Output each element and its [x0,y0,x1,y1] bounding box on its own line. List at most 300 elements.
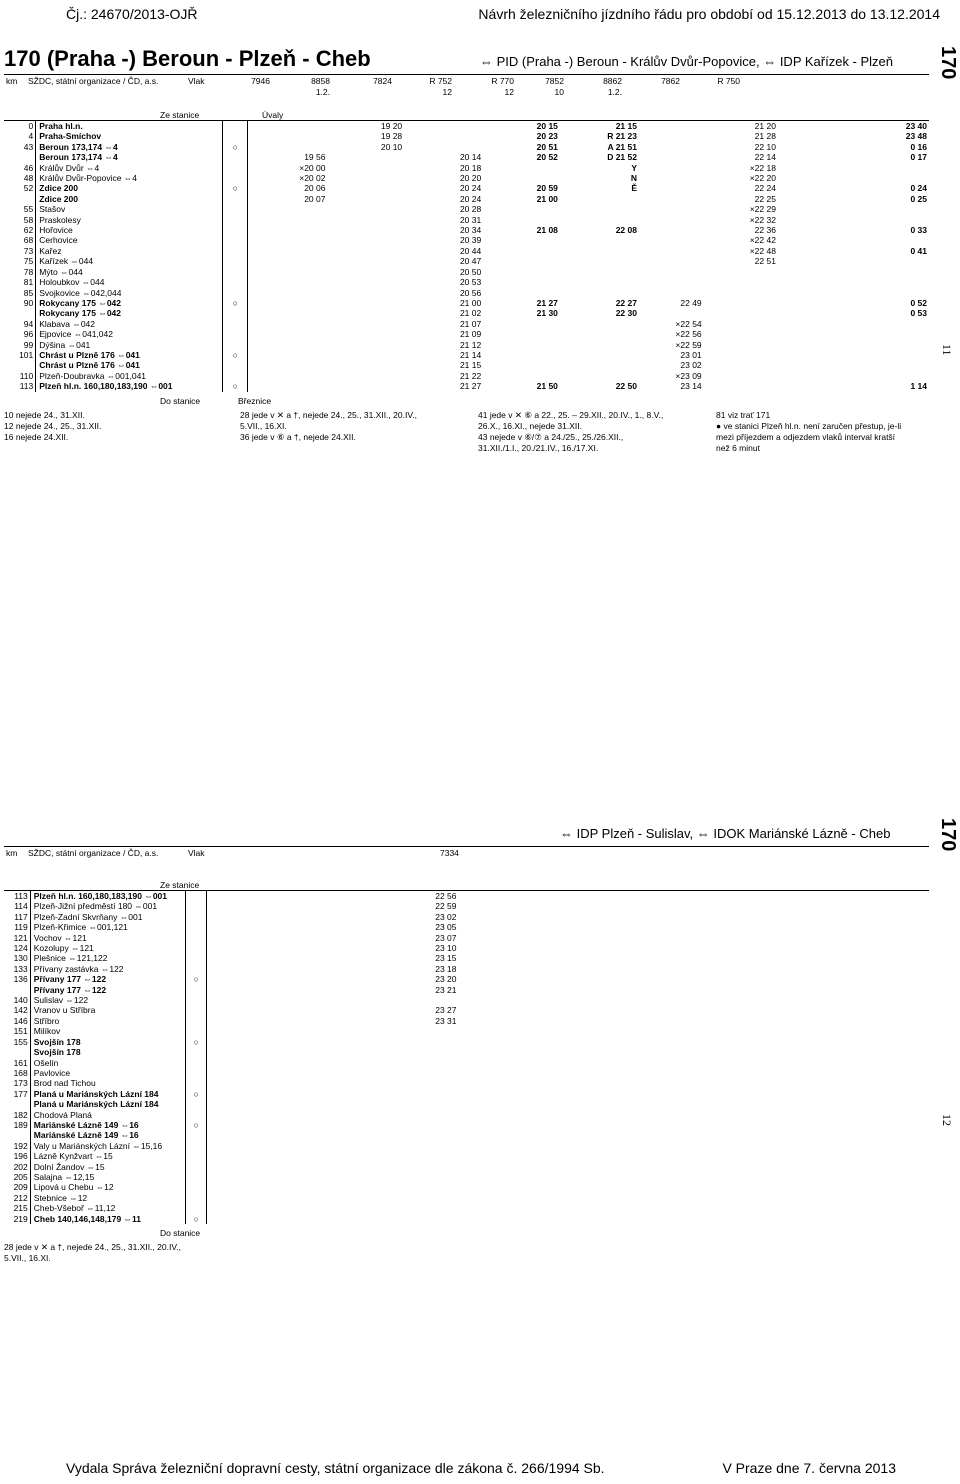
km-cell [4,360,36,370]
time-cell: 23 21 [435,984,457,995]
time-cell: 0 52 [910,297,927,308]
stop-flag [223,371,248,381]
time-cell [639,288,704,298]
table-row [4,142,929,152]
empty-cell [459,943,930,953]
time-cell: 0 17 [910,152,927,163]
stop-flag [223,152,248,162]
station-name: Chodová Planá [30,1110,186,1120]
time-cell [639,267,704,277]
stop-flag [186,1068,207,1078]
table-row [4,912,929,922]
time-cell [852,267,929,277]
time-cell [483,215,560,225]
time-cell [852,329,929,339]
km-cell: 142 [4,1005,30,1015]
section1-notes-col2 [240,410,417,443]
km-cell: 110 [4,371,36,381]
table-row [4,1130,929,1140]
stop-flag: ○ [223,350,248,360]
time-cell: 21 08 [536,225,558,236]
time-cell [704,267,778,277]
time-cell [852,371,929,381]
time-cell [778,142,852,152]
time-cell [639,194,704,204]
footnote: 12 nejede 24., 25., 31.XII. [4,421,102,431]
empty-cell [459,922,930,932]
station-name: Brod nad Tichou [30,1078,186,1088]
footnote: 10 nejede 24., 31.XII. [4,410,85,420]
time-cell: 19 56 [304,152,326,163]
time-cell [778,235,852,245]
time-cell [405,1078,458,1088]
stop-flag [186,922,207,932]
station-name: Planá u Mariánských Lázní 184 [30,1099,186,1109]
section1-km-label: km [6,76,18,86]
section2-km-label: km [6,848,18,858]
section1-notes-col4 [716,410,901,454]
time-cell [483,267,560,277]
time-cell [327,235,404,245]
time-cell [852,215,929,225]
train-note: 1.2. [315,87,330,97]
spacer-cell [206,922,405,932]
km-cell: 202 [4,1162,30,1172]
time-cell [639,256,704,266]
stop-flag [223,131,248,141]
empty-cell [459,1016,930,1026]
stop-flag: ○ [186,1089,207,1099]
footnote: 36 jede v ⑥ a †, nejede 24.XII. [240,432,356,442]
km-cell: 182 [4,1110,30,1120]
table-row [4,131,929,141]
time-cell [778,131,852,141]
time-cell: D 21 52 [607,152,637,163]
time-cell: 22 56 [405,891,458,902]
spacer-cell [206,1203,405,1213]
km-cell: 161 [4,1058,30,1068]
table-row [4,256,929,266]
time-cell [778,308,852,318]
time-cell: 20 52 [536,152,558,163]
empty-cell [459,1203,930,1213]
stop-flag: ○ [223,381,248,391]
empty-cell [459,995,930,1005]
time-cell: ×22 54 [675,318,702,329]
table-row [4,943,929,953]
time-cell: 21 00 [459,297,482,308]
time-cell [704,340,778,350]
time-cell [483,277,560,287]
time-cell: 23 31 [435,1015,457,1026]
time-cell [327,173,404,183]
km-cell: 90 [4,298,36,308]
time-cell [405,1193,458,1203]
km-cell: 212 [4,1193,30,1203]
footnote: 31.XII./1.I., 20./21.IV., 16./17.XI. [478,443,599,453]
empty-cell [459,912,930,922]
station-name: Plešnice ⇔121,122 [30,953,186,963]
time-cell: 20 59 [536,183,558,194]
station-name: Dýšina ⇔041 [36,340,223,350]
time-cell [704,329,778,339]
time-cell [639,277,704,287]
station-name: Plzeň-Zadní Skvrňany ⇔001 [30,912,186,922]
km-cell: 151 [4,1026,30,1036]
section1-vlak-label: Vlak [188,76,205,86]
stop-flag [223,256,248,266]
stop-flag [223,121,248,132]
station-name: Valy u Mariánských Lázní ⇔15,16 [30,1141,186,1151]
km-cell: 46 [4,163,36,173]
time-cell: 21 00 [536,193,558,204]
table-row [4,121,929,132]
section2-operator: SŽDC, státní organizace / ČD, a.s. [28,848,159,858]
stop-flag [186,1099,207,1109]
table-row [4,319,929,329]
time-cell: 23 02 [680,360,702,371]
km-cell: 113 [4,891,30,902]
time-cell: 21 15 [560,121,639,132]
footnote: 28 jede v ✕ a †, nejede 24., 25., 31.XII., 20.IV., [4,1242,181,1252]
time-cell [704,308,778,318]
time-cell: 20 34 [459,225,482,236]
time-cell: 21 50 [536,381,558,392]
time-cell [704,288,778,298]
time-cell [327,288,404,298]
spacer-cell [206,1078,405,1088]
time-cell [560,329,639,339]
stop-flag [223,235,248,245]
time-cell [483,371,560,381]
station-name: Holoubkov ⇔044 [36,277,223,287]
km-cell: 209 [4,1182,30,1192]
time-cell [483,288,560,298]
station-name: Ejpovice ⇔041,042 [36,329,223,339]
km-cell: 155 [4,1037,30,1047]
time-cell [404,131,483,141]
section2-subtitle: ⇔ IDP Plzeň - Sulislav, ⇔ IDOK Mariánské Lázně - Cheb [560,826,891,841]
time-cell: ×22 59 [675,339,702,350]
time-cell: A 21 51 [607,141,637,152]
stop-flag [186,1016,207,1026]
station-name: Praha-Smíchov [36,131,223,141]
time-cell: R 21 23 [607,131,637,142]
station-name: Planá u Mariánských Lázní 184 [30,1089,186,1099]
time-cell [852,163,929,173]
time-cell [560,267,639,277]
time-cell [405,995,458,1005]
stop-flag [186,1058,207,1068]
table-row [4,1058,929,1068]
time-cell [327,204,404,214]
spacer-cell [206,1214,405,1224]
time-cell [404,121,483,132]
table-row [4,163,929,173]
time-cell: 21 07 [459,318,482,329]
time-cell [483,256,560,266]
time-cell [778,225,852,235]
spacer-cell [206,1110,405,1120]
time-cell: 23 48 [905,131,927,142]
stop-flag: ○ [223,142,248,152]
table-row [4,277,929,287]
time-cell [483,246,560,256]
time-cell [248,246,328,256]
time-cell [327,381,404,391]
time-cell [852,350,929,360]
train-number: R 770 [491,76,514,86]
stop-flag [223,225,248,235]
spacer-cell [206,1130,405,1140]
time-cell [483,350,560,360]
time-cell [405,1162,458,1172]
time-cell [852,204,929,214]
table-row [4,974,929,984]
section2-timetable [4,890,929,1224]
stop-flag [186,1047,207,1057]
station-name: Hořovice [36,225,223,235]
km-cell: 52 [4,183,36,193]
time-cell [248,298,328,308]
time-cell [852,277,929,287]
spacer-cell [206,912,405,922]
station-name: Beroun 173,174 ⇔4 [36,152,223,162]
station-name: Cheb-Všeboř ⇔11,12 [30,1203,186,1213]
spacer-cell [206,1089,405,1099]
km-cell: 68 [4,235,36,245]
stop-flag [223,360,248,370]
time-cell [404,142,483,152]
station-name: Kozolupy ⇔121 [30,943,186,953]
time-cell [778,173,852,183]
time-cell: 22 14 [754,152,776,163]
station-name: Kařez [36,246,223,256]
section1-notes-col1 [4,410,101,443]
time-cell [639,215,704,225]
station-name: Lipová u Chebu ⇔12 [30,1182,186,1192]
time-cell: 21 20 [704,121,778,132]
time-cell: 22 49 [680,297,702,308]
time-cell: N [630,173,637,184]
spacer-cell [206,943,405,953]
km-cell: 196 [4,1151,30,1161]
empty-cell [459,974,930,984]
time-cell [483,329,560,339]
empty-cell [459,1089,930,1099]
station-name: Stříbro [30,1016,186,1026]
time-cell: ×20 02 [299,173,326,184]
time-cell: 21 12 [459,339,482,350]
time-cell [778,204,852,214]
stop-flag [186,1110,207,1120]
section2-notes [4,1242,181,1264]
stop-flag [223,194,248,204]
km-cell: 136 [4,974,30,984]
station-name: Sulislav ⇔122 [30,995,186,1005]
time-cell: 21 27 [536,297,558,308]
spacer-cell [206,1193,405,1203]
empty-cell [459,1130,930,1140]
spacer-cell [206,964,405,974]
empty-cell [459,1141,930,1151]
stop-flag [223,267,248,277]
footnote: než 6 minut [716,443,760,453]
spacer-cell [206,1141,405,1151]
time-cell [778,183,852,193]
empty-cell [459,1172,930,1182]
section1-train-numbers [208,76,740,86]
time-cell [778,340,852,350]
empty-cell [459,1099,930,1109]
footnote: mezi příjezdem a odjezdem vlaků interval kratší [716,432,896,442]
section1-title: 170 (Praha -) Beroun - Plzeň - Cheb [4,46,371,71]
stop-flag [186,1141,207,1151]
station-name: Vranov u Stříbra [30,1005,186,1015]
time-cell: 0 41 [910,245,927,256]
time-cell [852,319,929,329]
station-name: Kařízek ⇔044 [36,256,223,266]
time-cell [639,152,704,162]
spacer-cell [206,891,405,902]
time-cell: 20 31 [459,214,482,225]
time-cell [248,215,328,225]
time-cell: 0 25 [910,193,927,204]
empty-cell [459,1162,930,1172]
km-cell [4,1130,30,1140]
section1-from-label: Ze stanice [160,110,200,120]
time-cell [560,235,639,245]
train-number: 7824 [373,76,392,86]
spacer-cell [206,1026,405,1036]
section2-to-label: Do stanice [160,1228,201,1238]
km-cell [4,152,36,162]
time-cell: 22 10 [754,141,776,152]
station-name: Plzeň-Křimice ⇔001,121 [30,922,186,932]
time-cell: 1 14 [910,381,927,392]
time-cell [248,256,328,266]
time-cell [560,340,639,350]
stop-flag [186,995,207,1005]
time-cell [778,371,852,381]
time-cell [560,277,639,287]
time-cell [248,288,328,298]
table-row [4,204,929,214]
stop-flag [186,1078,207,1088]
footnote: 26.X., 16.XI., nejede 31.XII. [478,421,582,431]
time-cell: 19 20 [327,121,404,132]
empty-cell [459,1068,930,1078]
stop-flag [186,1026,207,1036]
station-name: Rokycany 175 ⇔042 [36,308,223,318]
km-cell: 55 [4,204,36,214]
stop-flag [186,1162,207,1172]
stop-flag [186,1005,207,1015]
time-cell [405,1037,458,1047]
footnote: 16 nejede 24.XII. [4,432,69,442]
time-cell [778,152,852,162]
time-cell: 23 01 [680,349,702,360]
table-row [4,995,929,1005]
stop-flag [223,329,248,339]
time-cell [639,183,704,193]
km-cell: 4 [4,131,36,141]
time-cell [778,121,852,132]
section1-from-station: Úvaly [262,110,284,120]
section2-vlak-label: Vlak [188,848,205,858]
section1-to-label: Do stanice [160,396,201,406]
stop-flag [223,340,248,350]
spacer-cell [206,1172,405,1182]
section1-notes-col3 [478,410,663,454]
km-cell: 192 [4,1141,30,1151]
time-cell [405,1120,458,1130]
time-cell [248,381,328,391]
stop-flag [186,1193,207,1203]
train-note: 12 [504,87,514,97]
time-cell [248,121,328,132]
table-row [4,1151,929,1161]
station-name: Praskolesy [36,215,223,225]
time-cell [778,163,852,173]
table-row [4,953,929,963]
time-cell [248,319,328,329]
time-cell [248,235,328,245]
time-cell [852,360,929,370]
station-name: Vochov ⇔121 [30,933,186,943]
km-cell: 140 [4,995,30,1005]
stop-flag [223,319,248,329]
time-cell [852,340,929,350]
stop-flag: ○ [223,298,248,308]
table-row [4,1214,929,1224]
time-cell [639,173,704,183]
time-cell [704,381,778,391]
table-row [4,1078,929,1088]
km-cell: 119 [4,922,30,932]
stop-flag: ○ [186,1120,207,1130]
station-name: Klabava ⇔042 [36,319,223,329]
time-cell [405,1214,458,1224]
station-name: Ošelín [30,1058,186,1068]
time-cell [248,340,328,350]
empty-cell [459,1026,930,1036]
km-cell: 133 [4,964,30,974]
time-cell [327,267,404,277]
time-cell: 20 23 [536,131,558,142]
time-cell [778,256,852,266]
train-note: 12 [442,87,452,97]
table-row [4,329,929,339]
time-cell: 20 18 [459,162,482,173]
km-cell [4,1099,30,1109]
time-cell [248,225,328,235]
station-name: Plzeň-Jižní předměstí 180 ⇔001 [30,901,186,911]
time-cell [560,215,639,225]
time-cell [405,1089,458,1099]
time-cell: 22 36 [754,225,776,236]
stop-flag [186,891,207,902]
empty-cell [459,891,930,902]
time-cell: 20 20 [459,173,482,184]
time-cell [248,131,328,141]
time-cell [560,246,639,256]
station-name: Beroun 173,174 ⇔4 [36,142,223,152]
table-row [4,340,929,350]
time-cell [327,256,404,266]
spacer-cell [206,1037,405,1047]
time-cell: 23 07 [435,932,457,943]
